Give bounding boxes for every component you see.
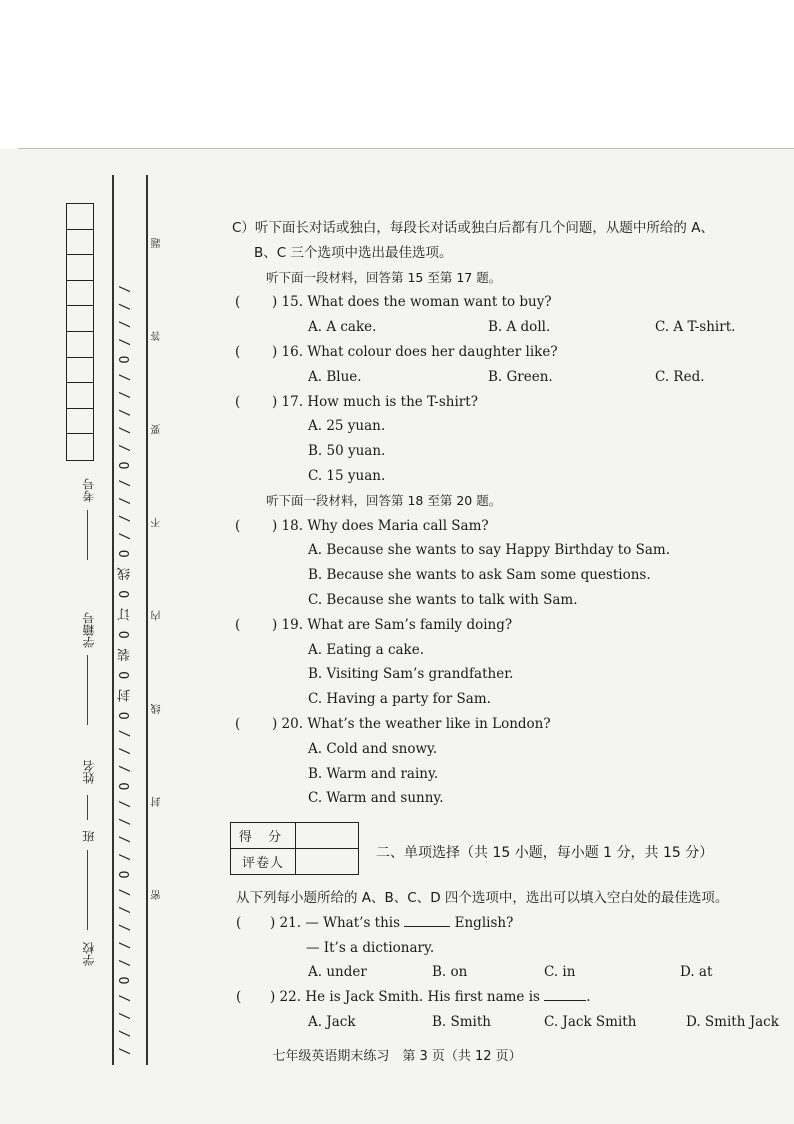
option-b: B. Because she wants to ask Sam some questions. <box>308 567 651 584</box>
seal-warning: 密 封 线 内 不 要 答 题 <box>152 197 163 900</box>
answer-paren: ( <box>235 294 241 311</box>
answer-paren: ( <box>235 393 241 410</box>
class-line <box>87 850 88 930</box>
listening-section-c <box>232 216 792 811</box>
question-text-after: English? <box>454 914 514 931</box>
option-c: C. Jack Smith <box>544 1013 637 1030</box>
option-a: A. under <box>308 964 367 981</box>
question-text: ) 21. — What’s this <box>270 914 401 931</box>
option-b: B. Warm and rainy. <box>308 765 439 782</box>
option-c: C. Having a party for Sam. <box>308 691 491 708</box>
score-cell[interactable] <box>296 823 359 849</box>
section-c-instruction: C）听下面长对话或独白，每段长对话或独白后都有几个问题，从题中所给的 A、 <box>232 220 714 236</box>
option-b: B. on <box>432 964 468 981</box>
answer-paren: ( <box>236 914 242 931</box>
student-no-line <box>87 655 88 725</box>
answer-paren: ( <box>235 517 241 534</box>
option-a: A. Cold and snowy. <box>308 740 438 757</box>
question-16 <box>232 340 792 365</box>
option-b: B. 50 yuan. <box>308 443 386 460</box>
single-choice-section <box>236 886 790 1035</box>
question-text-after: . <box>586 989 591 1006</box>
options-22 <box>240 1010 790 1035</box>
question-text: ) 16. What colour does her daughter like? <box>272 343 558 360</box>
question-text: ) 20. What’s the weather like in London? <box>272 715 551 732</box>
option-a: A. Blue. <box>308 368 362 385</box>
question-18 <box>232 514 792 539</box>
option-c: C. in <box>544 964 576 981</box>
question-21 <box>236 911 790 936</box>
options-15 <box>232 315 792 340</box>
section-two-title: 二、单项选择（共 15 小题，每小题 1 分，共 15 分） <box>376 845 714 861</box>
option-d: D. at <box>680 964 713 981</box>
option-b: B. Visiting Sam’s grandfather. <box>308 666 514 683</box>
option-a: A. Jack <box>308 1013 356 1030</box>
score-box <box>230 822 359 875</box>
answer-blank[interactable] <box>544 1000 586 1001</box>
exam-no-line <box>87 510 88 560</box>
seal-line-text: / / / / O / / / / / O / / / / O / / / O 封 O 装 O 订 O 线 O / / / / O / / / / / O / / / / <box>118 284 133 1055</box>
options-21 <box>240 960 790 985</box>
cut-line-right <box>146 175 148 1065</box>
option-c: C. Red. <box>655 368 705 385</box>
question-text: ) 19. What are Sam’s family doing? <box>272 616 513 633</box>
option-c: C. A T-shirt. <box>655 319 736 336</box>
answer-blank[interactable] <box>404 926 450 927</box>
option-a: A. Because she wants to say Happy Birthday to Sam. <box>308 542 671 559</box>
question-17 <box>232 390 792 415</box>
question-text: ) 15. What does the woman want to buy? <box>272 294 552 311</box>
option-d: D. Smith Jack <box>686 1013 779 1030</box>
option-b: B. Smith <box>432 1013 491 1030</box>
section-two-instruction: 从下列每小题所给的 A、B、C、D 四个选项中，选出可以填入空白处的最佳选项。 <box>236 890 729 906</box>
option-a: A. A cake. <box>308 319 377 336</box>
question-text: ) 17. How much is the T-shirt? <box>272 393 478 410</box>
question-19 <box>232 613 792 638</box>
question-22 <box>236 985 790 1010</box>
page-footer: 七年级英语期末练习 第 3 页（共 12 页） <box>272 1049 522 1064</box>
option-c: C. Warm and sunny. <box>308 790 444 807</box>
answer-paren: ( <box>236 989 242 1006</box>
score-label: 得 分 <box>231 823 296 849</box>
answer-paren: ( <box>235 715 241 732</box>
listen-prompt-18-20: 听下面一段材料，回答第 18 至第 20 题。 <box>266 492 502 508</box>
listen-prompt-15-17: 听下面一段材料，回答第 15 至第 17 题。 <box>266 269 502 285</box>
cut-line-left <box>112 175 114 1065</box>
school-label: 学校 <box>82 942 96 966</box>
exam-number-grid <box>66 203 94 461</box>
question-15 <box>232 290 792 315</box>
option-c: C. 15 yuan. <box>308 467 386 484</box>
options-16 <box>232 365 792 390</box>
exam-no-label: 考号 <box>82 478 96 502</box>
grader-cell[interactable] <box>296 849 359 875</box>
question-text: ) 22. He is Jack Smith. His first name is <box>270 989 540 1006</box>
question-20 <box>232 712 792 737</box>
name-line <box>87 795 88 820</box>
dialogue-reply: — It’s a dictionary. <box>306 939 435 956</box>
class-label: 班 <box>82 830 96 842</box>
section-c-instruction-2: B、C 三个选项中选出最佳选项。 <box>254 244 453 261</box>
name-label: 姓名 <box>82 760 96 784</box>
option-b: B. A doll. <box>488 319 551 336</box>
question-text: ) 18. Why does Maria call Sam? <box>272 517 489 534</box>
option-c: C. Because she wants to talk with Sam. <box>308 591 578 608</box>
option-b: B. Green. <box>488 368 553 385</box>
answer-paren: ( <box>235 616 241 633</box>
option-a: A. 25 yuan. <box>308 418 386 435</box>
top-margin <box>0 0 794 148</box>
answer-paren: ( <box>235 343 241 360</box>
grader-label: 评卷人 <box>231 849 296 875</box>
option-a: A. Eating a cake. <box>308 641 425 658</box>
student-no-label: 学籍号 <box>82 612 96 648</box>
